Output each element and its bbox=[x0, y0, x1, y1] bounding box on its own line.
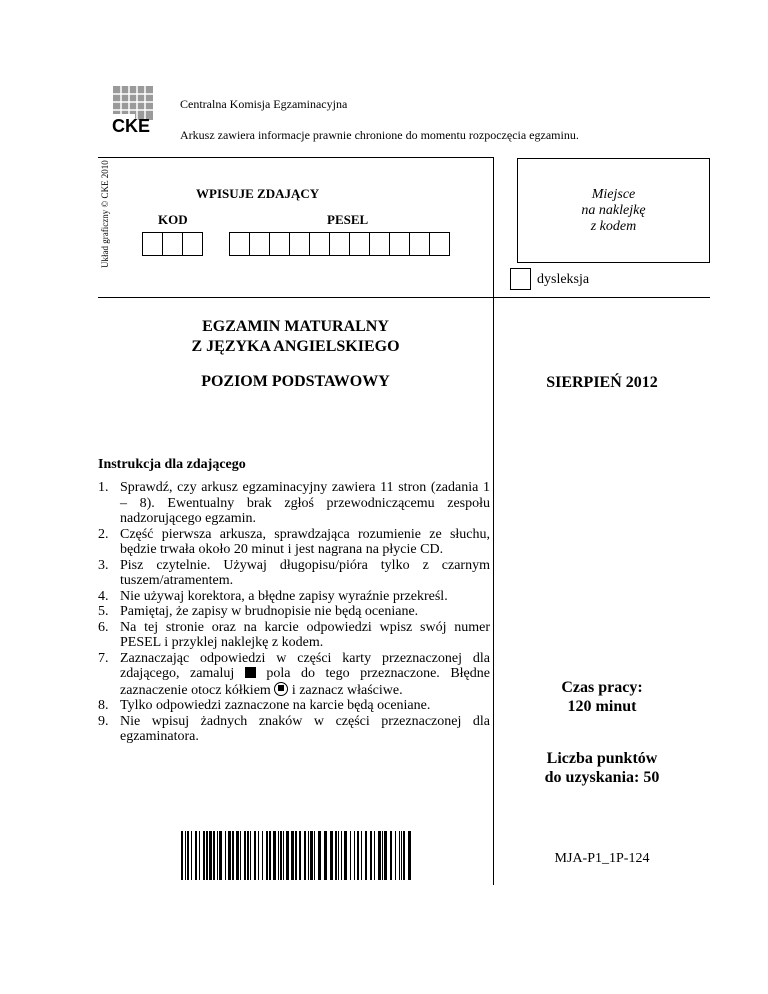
instruction-item: 5. Pamiętaj, że zapisy w brudnopisie nie będą oceniane. bbox=[98, 604, 419, 619]
sticker-text bbox=[581, 187, 645, 235]
dyslexia-checkbox[interactable] bbox=[510, 268, 531, 290]
logo-text: CKE bbox=[112, 116, 151, 136]
exam-title-line-2: Z JĘZYKA ANGIELSKIEGO bbox=[191, 338, 400, 355]
circled-square-icon bbox=[274, 682, 288, 696]
pesel-digit-box[interactable] bbox=[429, 232, 450, 256]
divider-middle bbox=[98, 297, 710, 298]
sticker-line-2: na naklejkę bbox=[581, 202, 646, 218]
dyslexia-label: dysleksja bbox=[537, 272, 590, 287]
sticker-line-1: Miejsce bbox=[591, 186, 636, 202]
side-copyright: Układ graficzny © CKE 2010 bbox=[100, 160, 110, 268]
instruction-item: 6. Na tej stronie oraz na karcie odpowiedzi wpisz swój numer PESEL i przyklej naklejkę z kodem. bbox=[98, 619, 490, 650]
pesel-digit-box[interactable] bbox=[289, 232, 310, 256]
kod-label: KOD bbox=[158, 212, 188, 227]
instruction-item: 7. Zaznaczając odpowiedzi w części karty przeznaczonej dla zdającego, zamaluj pola do tego przeznaczone. Błędne zaznaczenie otocz kółkiem i zaznacz właściwe. bbox=[98, 650, 490, 698]
instruction-item: 4. Nie używaj korektora, a błędne zapisy wyraźnie przekreśl. bbox=[98, 588, 448, 604]
max-points-label: Liczba punktów bbox=[546, 750, 658, 767]
pesel-label: PESEL bbox=[327, 212, 369, 227]
kod-digit-box[interactable] bbox=[182, 232, 203, 256]
instruction-item: 8. Tylko odpowiedzi zaznaczone na karcie będą oceniane. bbox=[98, 698, 431, 713]
protection-notice: Arkusz zawiera informacje prawnie chronione do momentu rozpoczęcia egzaminu. bbox=[180, 128, 579, 142]
cke-logo bbox=[107, 86, 159, 138]
instruction-item: 2. Część pierwsza arkusza, sprawdzająca rozumienie ze słuchu, będzie trwała około 20 minut i jest nagrana na płycie CD. bbox=[98, 526, 490, 557]
work-time-value: 120 minut bbox=[567, 698, 637, 715]
kod-digit-box[interactable] bbox=[162, 232, 183, 256]
pesel-digit-box[interactable] bbox=[229, 232, 250, 256]
filled-square-icon bbox=[245, 667, 256, 678]
instruction-item: 1. Sprawdź, czy arkusz egzaminacyjny zawiera 11 stron (zadania 1 – 8). Ewentualny brak zgłoś przewodniczącemu zespołu nadzorującego egzamin. bbox=[98, 480, 490, 526]
max-points bbox=[494, 749, 710, 787]
kod-field[interactable] bbox=[142, 232, 202, 256]
instruction-item: 3. Pisz czytelnie. Używaj długopisu/pióra tylko z czarnym tuszem/atramentem. bbox=[98, 557, 490, 588]
kod-digit-box[interactable] bbox=[142, 232, 163, 256]
pesel-digit-box[interactable] bbox=[329, 232, 350, 256]
work-time-label: Czas pracy: bbox=[561, 679, 643, 696]
pesel-digit-box[interactable] bbox=[369, 232, 390, 256]
barcode bbox=[181, 831, 412, 880]
sticker-area[interactable] bbox=[517, 158, 710, 263]
max-points-value: do uzyskania: 50 bbox=[544, 769, 660, 786]
pesel-digit-box[interactable] bbox=[409, 232, 430, 256]
pesel-field[interactable] bbox=[229, 232, 449, 256]
instructions-title: Instrukcja dla zdającego bbox=[98, 457, 246, 472]
candidate-heading: WPISUJE ZDAJĄCY bbox=[196, 186, 320, 201]
work-time bbox=[494, 678, 710, 716]
exam-level: POZIOM PODSTAWOWY bbox=[201, 373, 390, 390]
exam-date: SIERPIEŃ 2012 bbox=[546, 374, 658, 391]
instructions-list bbox=[98, 480, 490, 745]
pesel-digit-box[interactable] bbox=[309, 232, 330, 256]
exam-title-line-1: EGZAMIN MATURALNY bbox=[202, 318, 389, 335]
organization-name: Centralna Komisja Egzaminacyjna bbox=[180, 97, 348, 111]
sticker-line-3: z kodem bbox=[590, 218, 637, 234]
pesel-digit-box[interactable] bbox=[249, 232, 270, 256]
pesel-digit-box[interactable] bbox=[349, 232, 370, 256]
divider-top bbox=[98, 157, 494, 158]
pesel-digit-box[interactable] bbox=[269, 232, 290, 256]
sheet-code: MJA-P1_1P-124 bbox=[554, 851, 650, 866]
instruction-item: 9. Nie wpisuj żadnych znaków w części przeznaczonej dla egzaminatora. bbox=[98, 713, 490, 744]
pesel-digit-box[interactable] bbox=[389, 232, 410, 256]
